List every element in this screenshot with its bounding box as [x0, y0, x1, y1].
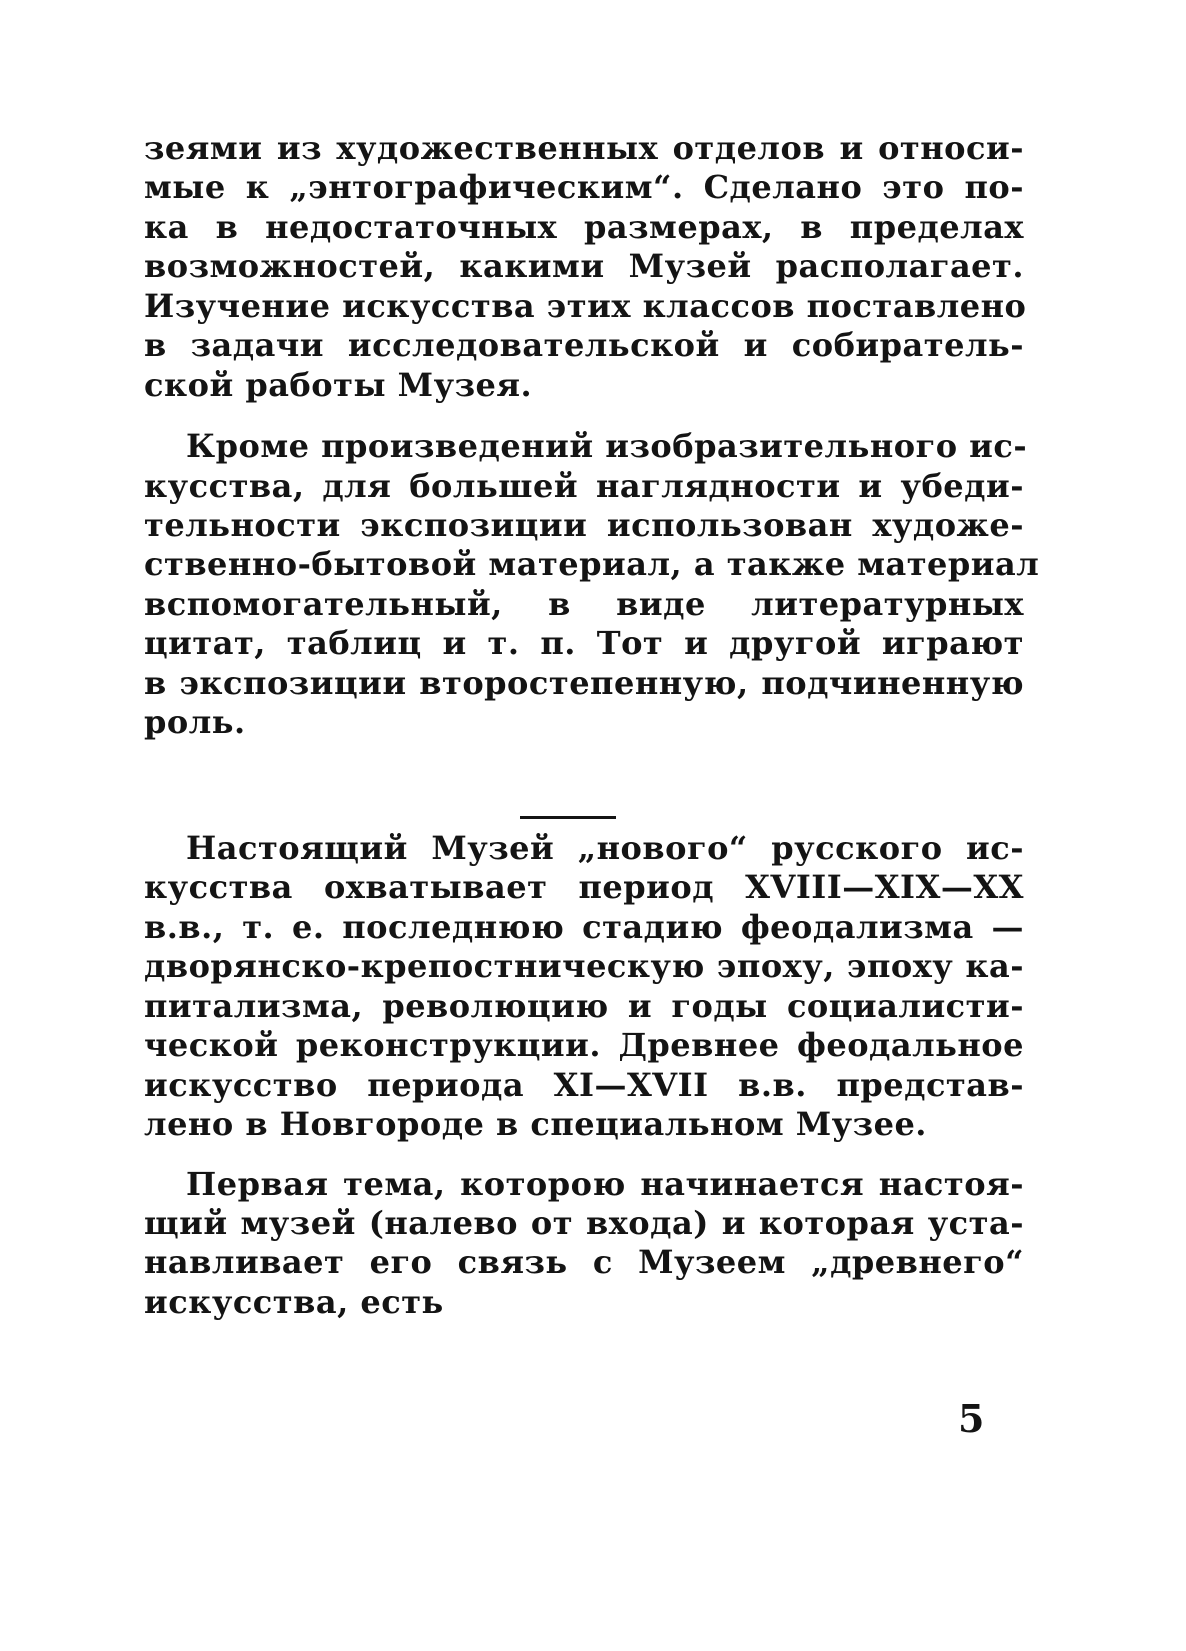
text-line: ческой реконструкции. Древнее феодальное [144, 1026, 1024, 1064]
text-line: возможностей, какими Музей располагает. [144, 247, 1024, 285]
text-line: Настоящий Музей „нового“ русского ис- [186, 829, 1024, 867]
text-line: ственно-бытовой материал, а также материал [144, 545, 1040, 583]
text-line: Кроме произведений изобразительного ис- [186, 427, 1028, 465]
text-line: кусства охватывает период XVIII—XIX—XX [144, 868, 1024, 906]
text-line: в задачи исследовательской и собиратель- [144, 326, 1024, 364]
text-line: дворянско-крепостническую эпоху, эпоху ка- [144, 947, 1024, 985]
text-line: питализма, революцию и годы социалисти- [144, 987, 1024, 1025]
section-divider [520, 816, 616, 819]
text-line: искусство периода XI—XVII в.в. представ- [144, 1066, 1024, 1104]
text-line: роль. [144, 703, 246, 741]
text-line: ской работы Музея. [144, 366, 533, 404]
text-line: искусства, есть [144, 1283, 444, 1321]
text-line: кусства, для большей наглядности и убеди- [144, 467, 1024, 505]
text-line: мые к „энтографическим“. Сделано это по- [144, 168, 1024, 206]
text-line: в экспозиции второстепенную, подчиненную [144, 664, 1024, 702]
text-line: зеями из художественных отделов и относи- [144, 129, 1024, 167]
text-line: в.в., т. е. последнюю стадию феодализма — [144, 908, 1024, 946]
page-number: 5 [958, 1396, 985, 1441]
text-line: вспомогательный, в виде литературных [144, 585, 1024, 623]
text-line: ка в недостаточных размерах, в пределах [144, 208, 1024, 246]
text-line: Изучение искусства этих классов поставлено [144, 287, 1027, 325]
text-line: навливает его связь с Музеем „древнего“ [144, 1243, 1024, 1281]
text-line: щий музей (налево от входа) и которая уста- [144, 1204, 1024, 1242]
text-line: тельности экспозиции использован художе- [144, 506, 1024, 544]
text-line: лено в Новгороде в специальном Музее. [144, 1105, 927, 1143]
text-line: Первая тема, которою начинается настоя- [186, 1165, 1024, 1203]
text-line: цитат, таблиц и т. п. Тот и другой играют [144, 624, 1024, 662]
